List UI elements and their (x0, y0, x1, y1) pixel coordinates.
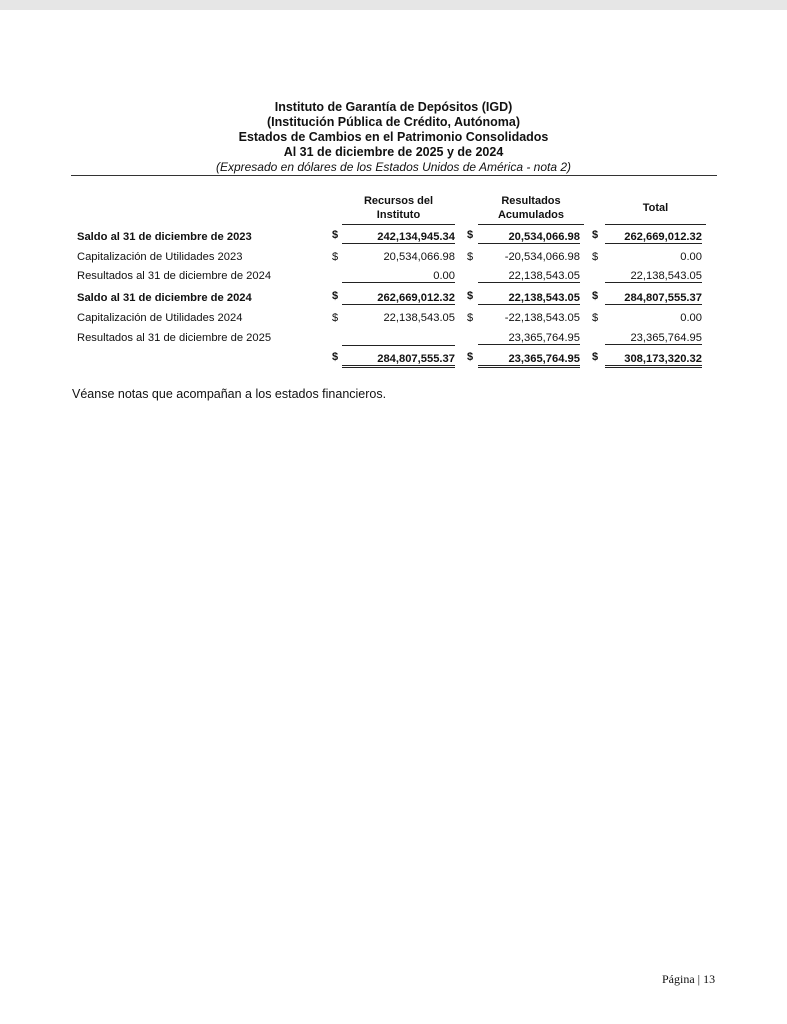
table-row (0, 229, 787, 247)
currency-symbol: $ (592, 312, 599, 324)
cell-total: 262,669,012.32 (605, 231, 702, 244)
row-label: Capitalización de Utilidades 2023 (77, 251, 243, 263)
currency-symbol: $ (467, 351, 474, 363)
top-bar (0, 0, 787, 10)
col-header-resultados-line2: Acumulados (497, 209, 564, 221)
table-row (0, 310, 787, 328)
cell-total: 308,173,320.32 (605, 353, 702, 368)
currency-symbol: $ (592, 351, 599, 363)
cell-recursos: 20,534,066.98 (383, 251, 455, 263)
cell-resultados: 22,138,543.05 (478, 270, 580, 283)
cell-total: 22,138,543.05 (605, 270, 702, 283)
financial-notes-reference: Véanse notas que acompañan a los estados financieros. (72, 387, 387, 401)
cell-recursos: 262,669,012.32 (342, 292, 455, 305)
currency-symbol: $ (592, 251, 599, 263)
cell-resultados: -20,534,066.98 (504, 251, 580, 263)
header-rule (71, 175, 717, 176)
col-header-recursos (342, 194, 455, 225)
cell-recursos (342, 332, 455, 346)
col-header-resultados-line1: Resultados (501, 195, 561, 207)
statement-subtitle: (Expresado en dólares de los Estados Unidos de América - nota 2) (215, 160, 572, 174)
col-header-recursos-line1: Recursos del (363, 195, 434, 207)
col-header-recursos-line2: Instituto (376, 209, 421, 221)
currency-symbol: $ (332, 351, 339, 363)
row-label: Saldo al 31 de diciembre de 2024 (77, 292, 252, 304)
cell-resultados: 22,138,543.05 (478, 292, 580, 305)
col-header-total-label: Total (642, 202, 669, 214)
institution-type: (Institución Pública de Crédito, Autónoma) (266, 115, 520, 129)
table-row-total (0, 351, 787, 369)
cell-total: 0.00 (680, 312, 702, 324)
cell-recursos: 0.00 (342, 270, 455, 283)
currency-symbol: $ (592, 229, 599, 241)
table-row (0, 290, 787, 308)
statement-date: Al 31 de diciembre de 2025 y de 2024 (283, 145, 504, 159)
row-label: Capitalización de Utilidades 2024 (77, 312, 243, 324)
row-label: Resultados al 31 de diciembre de 2025 (77, 332, 272, 344)
cell-resultados: 23,365,764.95 (478, 332, 580, 345)
currency-symbol: $ (592, 290, 599, 302)
row-label: Resultados al 31 de diciembre de 2024 (77, 270, 272, 282)
institution-name: Instituto de Garantía de Depósitos (IGD) (274, 100, 513, 114)
table-row (0, 330, 787, 348)
row-label: Saldo al 31 de diciembre de 2023 (77, 231, 252, 243)
currency-symbol: $ (467, 312, 474, 324)
currency-symbol: $ (332, 290, 339, 302)
table-row (0, 268, 787, 286)
page-number: Página | 13 (662, 972, 716, 986)
currency-symbol: $ (332, 312, 339, 324)
currency-symbol: $ (332, 251, 339, 263)
cell-resultados: 20,534,066.98 (478, 231, 580, 244)
table-row (0, 249, 787, 267)
cell-total: 23,365,764.95 (605, 332, 702, 345)
currency-symbol: $ (467, 290, 474, 302)
cell-total: 0.00 (680, 251, 702, 263)
currency-symbol: $ (467, 251, 474, 263)
col-header-resultados (478, 194, 584, 225)
statement-header (0, 100, 787, 175)
cell-resultados: 23,365,764.95 (478, 353, 580, 368)
statement-title: Estados de Cambios en el Patrimonio Consolidados (238, 130, 549, 144)
cell-recursos: 22,138,543.05 (383, 312, 455, 324)
currency-symbol: $ (467, 229, 474, 241)
cell-recursos: 284,807,555.37 (342, 353, 455, 368)
cell-recursos: 242,134,945.34 (342, 231, 455, 244)
cell-total: 284,807,555.37 (605, 292, 702, 305)
cell-resultados: -22,138,543.05 (504, 312, 580, 324)
currency-symbol: $ (332, 229, 339, 241)
col-header-total (605, 194, 706, 225)
